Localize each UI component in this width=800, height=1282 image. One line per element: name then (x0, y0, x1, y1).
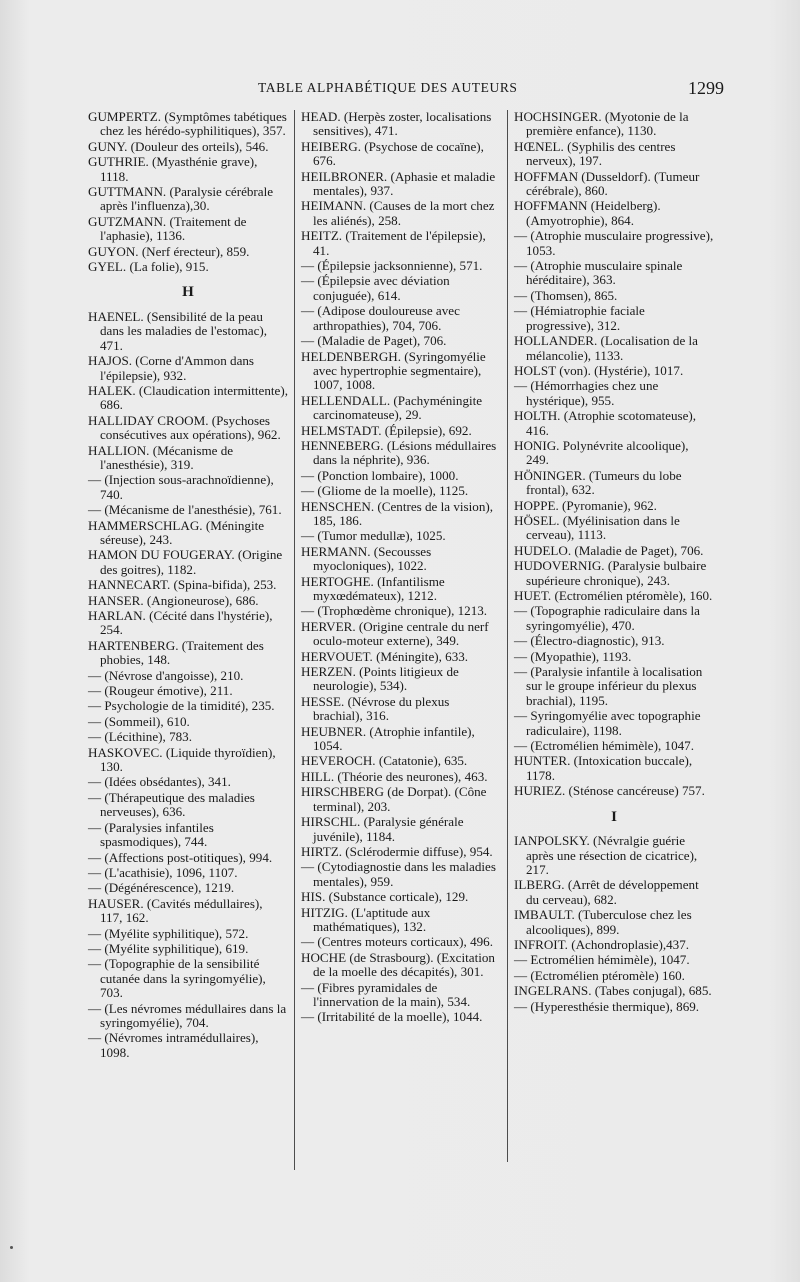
index-entry: IMBAULT. (Tuberculose chez les alcooliques), 899. (514, 907, 692, 937)
index-entry: HARTENBERG. (Traitement des phobies, 148. (88, 637, 264, 668)
index-entry: HUNTER. (Intoxication buccale), 1178. (514, 753, 693, 783)
index-entry: HOCHE (de Strasbourg). (Excitation de la moelle des décapités), 301. (301, 949, 495, 980)
index-entry: HUDOVERNIG. (Paralysie bulbaire supérieure chronique), 243. (514, 558, 707, 588)
index-entry: — (L'acathisie), 1096, 1107. (88, 864, 238, 880)
index-entry: — (Atrophie musculaire spinale héréditaire), 363. (514, 258, 683, 288)
index-entry: — (Topographie de la sensibilité cutanée dans la syringomyélie), 703. (88, 956, 266, 1001)
index-entry: HEITZ. (Traitement de l'épilepsie), 41. (301, 228, 486, 258)
index-entry: — (Dégénérescence), 1219. (88, 880, 235, 896)
column-divider (294, 110, 295, 1170)
index-entry: GUMPERTZ. (Symptômes tabétiques chez les hérédo-syphilitiques), 357. (88, 109, 287, 139)
index-entry: — (Rougeur émotive), 211. (88, 683, 233, 699)
index-entry: HOLLANDER. (Localisation de la mélancolie), 1133. (514, 333, 698, 363)
index-entry: HEVEROCH. (Catatonie), 635. (301, 753, 468, 769)
index-entry: HERMANN. (Secousses myocloniques), 1022. (301, 543, 432, 574)
index-entry: — (Lécithine), 783. (88, 729, 192, 745)
index-entry: — (Gliome de la moelle), 1125. (301, 483, 469, 499)
page-header (88, 78, 728, 104)
index-entry: HENSCHEN. (Centres de la vision), 185, 186. (301, 498, 494, 528)
index-entry: — (Paralysies infantiles spasmodiques), 744. (88, 819, 214, 850)
index-entry: GUTZMANN. (Traitement de l'aphasie), 1136. (88, 213, 247, 244)
index-column-3 (514, 110, 714, 1015)
index-entry: GYEL. (La folie), 915. (88, 259, 209, 275)
index-entry: INFROIT. (Achondroplasie),437. (514, 936, 690, 952)
index-entry: HARLAN. (Cécité dans l'hystérie), 254. (88, 608, 273, 638)
index-entry: HESSE. (Névrose du plexus brachial), 316. (301, 693, 450, 724)
index-entry: — (Paralysie infantile à localisation sur le groupe inférieur du plexus brachial), 1195. (514, 664, 703, 708)
index-entry: — (Idées obsédantes), 341. (88, 774, 231, 790)
index-entry: — Psychologie de la timidité), 235. (88, 698, 275, 714)
index-entry: — (Névrose d'angoisse), 210. (88, 667, 244, 683)
index-column-1 (88, 110, 288, 1061)
page-number: 1299 (688, 78, 724, 98)
index-entry: HIRTZ. (Sclérodermie diffuse), 954. (301, 843, 493, 859)
index-entry: HAMMERSCHLAG. (Méningite séreuse), 243. (88, 517, 265, 547)
index-entry: — (Ectromélien hémimèle), 1047. (514, 738, 694, 754)
index-entry: ILBERG. (Arrêt de développement du cerveau), 682. (514, 877, 699, 907)
index-entry: — (Électro-diagnostic), 913. (514, 633, 665, 649)
index-entry: HIRSCHBERG (de Dorpat). (Cône terminal), 203. (301, 784, 487, 814)
index-entry: GUTTMANN. (Paralysie cérébrale après l'influenza),30. (88, 184, 274, 214)
index-entry: — (Trophœdème chronique), 1213. (301, 603, 488, 619)
index-entry: HÖSEL. (Myélinisation dans le cerveau), 1113. (514, 512, 680, 543)
index-entry: HELMSTADT. (Épilepsie), 692. (301, 422, 472, 438)
index-entry: — (Thérapeutique des maladies nerveuses), 636. (88, 789, 255, 820)
section-letter: H (182, 284, 194, 301)
index-entry: — (Mécanisme de l'anesthésie), 761. (88, 502, 282, 518)
index-entry: — (Adipose douloureuse avec arthropathies), 704, 706. (301, 303, 460, 333)
index-entry: — (Affections post-otitiques), 994. (88, 849, 273, 865)
index-entry: HIS. (Substance corticale), 129. (301, 889, 469, 905)
index-entry: GUYON. (Nerf érecteur), 859. (88, 243, 250, 259)
running-title: TABLE ALPHABÉTIQUE DES AUTEURS (258, 80, 518, 95)
index-entry: HANNECART. (Spina-bifida), 253. (88, 577, 277, 593)
index-entry: HERVER. (Origine centrale du nerf oculo-moteur externe), 349. (301, 618, 489, 649)
index-entry: — (Fibres pyramidales de l'innervation de la main), 534. (301, 979, 471, 1009)
index-entry: — (Myélite syphilitique), 572. (88, 925, 249, 941)
index-entry: HURIEZ. (Sténose cancéreuse) 757. (514, 783, 705, 799)
index-entry: GUNY. (Douleur des orteils), 546. (88, 138, 269, 154)
page-speck (10, 1246, 13, 1249)
index-entry: HEAD. (Herpès zoster, localisations sensitives), 471. (301, 109, 492, 139)
index-entry: HITZIG. (L'aptitude aux mathématiques), 132. (301, 904, 431, 934)
index-entry: HOLST (von). (Hystérie), 1017. (514, 362, 684, 378)
index-entry: — (Hyperesthésie thermique), 869. (514, 998, 700, 1014)
index-entry: HEIBERG. (Psychose de cocaïne), 676. (301, 138, 484, 169)
index-entry: — (Maladie de Paget), 706. (301, 333, 447, 349)
index-entry: — (Ectromélien ptéromèle) 160. (514, 967, 685, 983)
index-entry: HŒNEL. (Syphilis des centres nerveux), 197. (514, 138, 676, 169)
index-entry: HAMON DU FOUGERAY. (Origine des goitres), 1182. (88, 547, 283, 577)
index-entry: HAUSER. (Cavités médullaires), 117, 162. (88, 895, 263, 926)
index-entry: HIRSCHL. (Paralysie générale juvénile), 1184. (301, 814, 464, 844)
index-entry: — (Épilepsie jacksonnienne), 571. (301, 258, 483, 274)
index-entry: — (Ponction lombaire), 1000. (301, 467, 459, 483)
index-entry: HAJOS. (Corne d'Ammon dans l'épilepsie), 932. (88, 353, 255, 383)
index-entry: — (Sommeil), 610. (88, 713, 190, 729)
index-entry: — (Topographie radiculaire dans la syringomyélie), 470. (514, 603, 700, 633)
section-letter: I (611, 808, 617, 825)
index-entry: — (Cytodiagnostie dans les maladies mentales), 959. (301, 859, 496, 889)
index-entry: — (Névromes intramédullaires), 1098. (88, 1030, 259, 1060)
index-entry: HOCHSINGER. (Myotonie de la première enfance), 1130. (514, 109, 689, 139)
index-entry: — Syringomyélie avec topographie radiculaire), 1198. (514, 708, 701, 738)
index-entry: HOFFMANN (Heidelberg). (Amyotrophie), 864. (514, 198, 661, 228)
index-entry: HENNEBERG. (Lésions médullaires dans la néphrite), 936. (301, 437, 497, 468)
index-entry: — Ectromélien hémimèle), 1047. (514, 952, 690, 968)
index-entry: HALEK. (Claudication intermittente), 686. (88, 382, 288, 413)
index-entry: — (Tumor medullæ), 1025. (301, 528, 446, 544)
index-entry: HANSER. (Angioneurose), 686. (88, 592, 259, 608)
index-entry: HOFFMAN (Dusseldorf). (Tumeur cérébrale), 860. (514, 168, 700, 199)
index-entry: — (Hémorrhagies chez une hystérique), 955. (514, 378, 659, 408)
index-entry: HEILBRONER. (Aphasie et maladie mentales), 937. (301, 168, 496, 199)
index-columns (88, 110, 728, 1190)
index-entry: HILL. (Théorie des neurones), 463. (301, 768, 488, 784)
index-entry: HERZEN. (Points litigieux de neurologie), 534). (301, 664, 459, 694)
index-entry: — (Centres moteurs corticaux), 496. (301, 934, 493, 950)
index-entry: — (Hémiatrophie faciale progressive), 312. (514, 303, 645, 333)
index-entry: — (Irritabilité de la moelle), 1044. (301, 1009, 483, 1025)
index-entry: HALLIDAY CROOM. (Psychoses consécutives aux opérations), 962. (88, 412, 281, 443)
index-entry: HUDELO. (Maladie de Paget), 706. (514, 542, 704, 558)
index-entry: GUTHRIE. (Myasthénie grave), 1118. (88, 154, 258, 184)
index-entry: HAENEL. (Sensibilité de la peau dans les maladies de l'estomac), 471. (88, 308, 268, 353)
column-divider (507, 110, 508, 1162)
index-entry: — (Atrophie musculaire progressive), 1053. (514, 228, 714, 258)
index-entry: HERTOGHE. (Infantilisme myxœdémateux), 1212. (301, 573, 445, 603)
index-entry: — (Myopathie), 1193. (514, 648, 632, 664)
index-entry: HEIMANN. (Causes de la mort chez les aliénés), 258. (301, 198, 495, 228)
index-entry: HALLION. (Mécanisme de l'anesthésie), 319. (88, 442, 234, 472)
index-entry: INGELRANS. (Tabes conjugal), 685. (514, 983, 712, 999)
index-entry: HEUBNER. (Atrophie infantile), 1054. (301, 723, 475, 754)
index-entry: HELDENBERGH. (Syringomyélie avec hypertrophie segmentaire), 1007, 1008. (301, 348, 486, 393)
index-entry: HOLTH. (Atrophie scotomateuse), 416. (514, 408, 697, 438)
index-column-2 (301, 110, 501, 1026)
index-entry: IANPOLSKY. (Névralgie guérie après une résection de cicatrice), 217. (514, 833, 698, 877)
index-entry: HONIG. Polynévrite alcoolique), 249. (514, 437, 689, 468)
index-entry: HUET. (Ectromélien ptéromèle), 160. (514, 588, 713, 603)
index-entry: HÖNINGER. (Tumeurs du lobe frontal), 632. (514, 467, 682, 498)
index-entry: HELLENDALL. (Pachyméningite carcinomateuse), 29. (301, 392, 483, 423)
index-entry: — (Épilepsie avec déviation conjuguée), 614. (301, 273, 450, 303)
index-entry: HOPPE. (Pyromanie), 962. (514, 497, 657, 513)
index-entry: — (Injection sous-arachnoïdienne), 740. (88, 472, 274, 502)
index-entry: — (Les névromes médullaires dans la syringomyélie), 704. (88, 1000, 287, 1030)
index-entry: — (Myélite syphilitique), 619. (88, 940, 249, 956)
index-entry: HASKOVEC. (Liquide thyroïdien), 130. (88, 744, 276, 775)
index-entry: — (Thomsen), 865. (514, 287, 618, 303)
index-entry: HERVOUET. (Méningite), 633. (301, 648, 469, 664)
